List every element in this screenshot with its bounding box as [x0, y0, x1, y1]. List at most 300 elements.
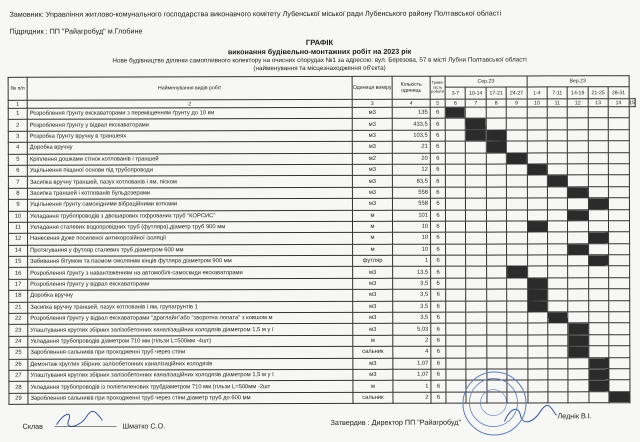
gantt-cell — [527, 209, 547, 220]
gantt-cell — [487, 323, 507, 334]
quantity: 558 — [392, 198, 430, 209]
contractor-label: Підрядник : — [9, 27, 47, 36]
gantt-bar — [527, 164, 547, 175]
gantt-cell — [527, 369, 547, 380]
gantt-cell — [588, 141, 608, 152]
quantity: 10 — [393, 233, 431, 244]
gantt-cell — [588, 221, 608, 232]
row-number: 16 — [9, 268, 28, 279]
gantt-cell — [507, 221, 527, 232]
row-number: 5 — [8, 154, 27, 165]
contractor-line — [9, 26, 142, 35]
gantt-cell — [486, 118, 506, 129]
column-number: 12 — [568, 99, 588, 107]
row-number: 12 — [9, 234, 28, 245]
unit: м3 — [352, 176, 392, 187]
gantt-cell — [548, 380, 568, 391]
gantt-bar — [588, 232, 608, 243]
gantt-cell — [466, 335, 486, 346]
week-header: 7-11 — [547, 87, 567, 99]
column-number: 7 — [466, 99, 486, 107]
week-header: 3-7 — [445, 87, 465, 99]
gantt-bar — [547, 175, 567, 186]
gantt-cell — [609, 221, 629, 232]
gantt-cell — [548, 346, 568, 357]
gantt-cell — [609, 209, 629, 220]
gantt-cell — [547, 164, 567, 175]
column-number: 9 — [506, 99, 526, 107]
duration: 6 — [431, 301, 446, 312]
gantt-bar — [507, 266, 527, 277]
gantt-cell — [608, 118, 628, 129]
col-header-qty: Кількість одиниць — [392, 76, 430, 99]
gantt-cell — [609, 243, 629, 254]
duration: 6 — [430, 153, 445, 164]
row-number: 15 — [9, 256, 28, 267]
row-number: 11 — [9, 222, 28, 233]
gantt-cell — [507, 164, 527, 175]
column-number: 8 — [486, 99, 506, 107]
duration: 6 — [431, 381, 446, 392]
gantt-bar — [466, 130, 486, 141]
quantity: 1 — [393, 255, 431, 266]
gantt-cell — [466, 255, 486, 266]
gantt-bar — [527, 221, 547, 232]
gantt-cell — [527, 175, 547, 186]
work-name: Ущільнення ґрунту самохідними вібраційними котками — [27, 199, 352, 211]
gantt-bar — [486, 130, 506, 141]
gantt-bar — [568, 243, 588, 254]
unit: м3 — [353, 312, 393, 323]
gantt-bar — [486, 141, 506, 152]
duration: 6 — [430, 130, 445, 141]
unit: м3 — [353, 369, 393, 380]
gantt-cell — [588, 175, 608, 186]
gantt-cell — [548, 266, 568, 277]
unit: м — [353, 221, 393, 232]
gantt-cell — [548, 244, 568, 255]
duration: 6 — [431, 358, 446, 369]
gantt-cell — [609, 175, 629, 186]
row-number: 17 — [9, 279, 28, 290]
approved-name: Леднік В.І. — [558, 411, 592, 420]
gantt-cell — [609, 198, 629, 209]
duration: 6 — [430, 198, 445, 209]
gantt-cell — [446, 335, 466, 346]
gantt-cell — [507, 312, 527, 323]
duration: 6 — [431, 392, 446, 403]
doc-title: ГРАФІК — [0, 37, 640, 48]
gantt-cell — [446, 232, 466, 243]
unit: м3 — [352, 187, 392, 198]
gantt-cell — [466, 289, 486, 300]
gantt-cell — [507, 301, 527, 312]
gantt-cell — [527, 380, 547, 391]
row-number: 10 — [8, 211, 27, 222]
gantt-bar — [589, 380, 609, 391]
gantt-cell — [588, 186, 608, 197]
compiled-name: Шматко С.О. — [123, 421, 166, 430]
row-number: 7 — [8, 177, 27, 188]
row-number: 18 — [9, 291, 28, 302]
row-number: 26 — [9, 359, 28, 370]
gantt-cell — [609, 289, 629, 300]
column-number: 11 — [547, 99, 567, 107]
gantt-cell — [609, 335, 629, 346]
quantity: 1 — [393, 381, 431, 392]
gantt-cell — [609, 357, 629, 368]
gantt-bar — [568, 187, 588, 198]
gantt-bar — [589, 357, 609, 368]
week-header: 21-25 — [588, 87, 608, 99]
work-name: Розробка ґрунту вручну в траншеях — [27, 130, 352, 142]
gantt-cell — [547, 198, 567, 209]
gantt-cell — [507, 346, 527, 357]
gantt-cell — [486, 289, 506, 300]
unit: сальник — [353, 347, 393, 358]
gantt-cell — [507, 335, 527, 346]
gantt-cell — [445, 210, 465, 221]
column-number: 13 — [588, 99, 608, 107]
work-name: Доробка вручну — [27, 142, 352, 154]
gantt-cell — [548, 289, 568, 300]
stamp-icon — [462, 371, 524, 433]
gantt-cell — [527, 141, 547, 152]
gantt-cell — [568, 232, 588, 243]
work-name: Укладання сталевих водопровідних труб (футляра),діаметр труб 900 мм — [28, 221, 353, 233]
gantt-cell — [547, 221, 567, 232]
gantt-cell — [466, 187, 486, 198]
gantt-cell — [486, 278, 506, 289]
quantity: 10 — [393, 221, 431, 232]
gantt-cell — [507, 187, 527, 198]
unit: м3 — [353, 278, 393, 289]
gantt-cell — [507, 323, 527, 334]
gantt-cell — [487, 358, 507, 369]
gantt-cell — [568, 164, 588, 175]
quantity: 1,07 — [393, 358, 431, 369]
gantt-cell — [486, 210, 506, 221]
gantt-bar — [548, 312, 568, 323]
gantt-cell — [548, 369, 568, 380]
gantt-cell — [609, 266, 629, 277]
gantt-cell — [548, 357, 568, 368]
week-header: 1-4 — [527, 87, 547, 99]
gantt-cell — [547, 187, 567, 198]
gantt-bar — [568, 335, 588, 346]
quantity: 21 — [392, 141, 430, 152]
gantt-cell — [609, 255, 629, 266]
schedule-table — [8, 75, 637, 405]
column-number: 3 — [352, 99, 392, 107]
duration: 6 — [431, 244, 446, 255]
gantt-cell — [466, 346, 486, 357]
col-header-no: № п/п — [8, 77, 27, 100]
gantt-bar — [445, 107, 465, 118]
unit: м — [353, 381, 393, 392]
gantt-cell — [507, 175, 527, 186]
quantity: 3,5 — [393, 278, 431, 289]
gantt-cell — [547, 232, 567, 243]
gantt-cell — [589, 346, 609, 357]
gantt-cell — [608, 141, 628, 152]
quantity: 433,5 — [392, 119, 430, 130]
unit: м3 — [352, 198, 392, 209]
row-number: 22 — [9, 313, 28, 324]
gantt-cell — [588, 312, 608, 323]
gantt-cell — [445, 141, 465, 152]
duration: 6 — [430, 164, 445, 175]
row-number: 8 — [8, 188, 27, 199]
duration: 6 — [430, 187, 445, 198]
gantt-cell — [487, 335, 507, 346]
gantt-cell — [466, 312, 486, 323]
gantt-cell — [568, 289, 588, 300]
gantt-cell — [527, 255, 547, 266]
gantt-cell — [446, 324, 466, 335]
gantt-cell — [588, 300, 608, 311]
duration: 6 — [431, 369, 446, 380]
week-header: 28-31 — [608, 87, 628, 99]
contractor-name: ПП "Райагробуд" м.Глобине — [50, 26, 143, 35]
gantt-cell — [466, 301, 486, 312]
gantt-cell — [446, 244, 466, 255]
work-name: Укладання трубопроводів з двошарових гофрованих труб "КОРСИС" — [27, 210, 352, 222]
gantt-cell — [568, 266, 588, 277]
unit: м — [353, 244, 393, 255]
row-number: 29 — [9, 393, 28, 404]
work-name: Розроблення ґрунту екскаваторами з переміщенням ґрунту до 10 км — [27, 107, 352, 119]
gantt-cell — [486, 198, 506, 209]
quantity: 13,5 — [393, 267, 431, 278]
gantt-cell — [466, 232, 486, 243]
work-name: Забивання бітумом та пасмом смоляним кінців футляра діаметром 900 мм — [28, 255, 353, 267]
gantt-cell — [548, 335, 568, 346]
gantt-cell — [527, 323, 547, 334]
gantt-cell — [527, 107, 547, 118]
compiled-label: Склав — [23, 422, 43, 431]
row-number: 24 — [9, 336, 28, 347]
gantt-cell — [445, 164, 465, 175]
gantt-cell — [548, 278, 568, 289]
unit: м3 — [353, 267, 393, 278]
gantt-cell — [507, 209, 527, 220]
gantt-cell — [446, 346, 466, 357]
work-name: Засипка вручну траншей, пазух котлованів і ям, групагрунтів 1 — [28, 301, 353, 313]
gantt-cell — [506, 107, 526, 118]
gantt-cell — [609, 346, 629, 357]
gantt-cell — [507, 289, 527, 300]
gantt-cell — [568, 380, 588, 391]
row-number: 4 — [8, 142, 27, 153]
gantt-cell — [487, 312, 507, 323]
column-number: 4 — [392, 99, 430, 107]
unit: м3 — [352, 130, 392, 141]
work-name: Улаштування круглих збірних залізобетонних каналізаційних колодязів діаметром 1,5 м у ї — [28, 369, 353, 381]
column-number: 1 — [8, 100, 27, 108]
work-name: Розроблення ґрунту у відвал екскаваторами — [27, 119, 352, 131]
work-name: Укладання трубопроводів із поліетиленових трубдіаметром 710 мм (гільзи L=500мм -2шт — [28, 381, 353, 393]
quantity: 83,5 — [392, 176, 430, 187]
row-number: 21 — [9, 302, 28, 313]
work-name: Засипка траншей і котлованів бульдозерами — [27, 187, 352, 199]
gantt-cell — [486, 244, 506, 255]
gantt-cell — [527, 244, 547, 255]
gantt-cell — [568, 198, 588, 209]
column-number: 5 — [430, 99, 445, 107]
quantity: 135 — [392, 107, 430, 118]
quantity: 101 — [392, 210, 430, 221]
week-header: 10-14 — [466, 87, 486, 99]
gantt-cell — [506, 141, 526, 152]
gantt-cell — [446, 221, 466, 232]
gantt-cell — [527, 357, 547, 368]
gantt-cell — [589, 323, 609, 334]
gantt-cell — [609, 300, 629, 311]
object-note: (найменування та місцезнаходження об'єкта) — [0, 64, 640, 73]
duration: 6 — [431, 289, 446, 300]
gantt-bar — [589, 369, 609, 380]
quantity: 3,5 — [393, 289, 431, 300]
unit: м3 — [353, 301, 393, 312]
gantt-cell — [527, 335, 547, 346]
unit: сальник — [353, 392, 393, 403]
gantt-cell — [568, 130, 588, 141]
gantt-cell — [466, 210, 486, 221]
gantt-cell — [486, 187, 506, 198]
gantt-cell — [588, 278, 608, 289]
row-number: 28 — [9, 382, 28, 393]
gantt-cell — [466, 278, 486, 289]
work-name: Заробленння сальників при проходженні труб через стіни,діаметр труб до 600 мм — [28, 392, 353, 404]
gantt-bar — [568, 209, 588, 220]
gantt-cell — [487, 346, 507, 357]
gantt-cell — [588, 107, 608, 118]
gantt-cell — [507, 278, 527, 289]
gantt-cell — [547, 209, 567, 220]
approved-label: Затвердив : Директор ПП "Райагробуд" — [331, 418, 462, 427]
gantt-cell — [588, 164, 608, 175]
gantt-cell — [466, 175, 486, 186]
duration: 6 — [430, 210, 445, 221]
week-header: 17-21 — [486, 87, 506, 99]
gantt-cell — [589, 335, 609, 346]
duration: 6 — [431, 278, 446, 289]
row-number: 3 — [8, 131, 27, 142]
week-header: 24-27 — [506, 87, 526, 99]
gantt-cell — [527, 346, 547, 357]
gantt-cell — [527, 266, 547, 277]
gantt-cell — [446, 289, 466, 300]
gantt-cell — [568, 221, 588, 232]
unit: м3 — [353, 290, 393, 301]
quantity: 2 — [393, 392, 431, 403]
work-name: Ущільнення піщаної основи під трубопроводи — [27, 164, 352, 176]
gantt-cell — [466, 141, 486, 152]
gantt-cell — [507, 232, 527, 243]
unit: м3 — [353, 324, 393, 335]
gantt-cell — [466, 221, 486, 232]
gantt-cell — [466, 267, 486, 278]
duration: 6 — [431, 232, 446, 243]
gantt-cell — [486, 153, 506, 164]
gantt-bar — [588, 255, 608, 266]
gantt-cell — [507, 358, 527, 369]
month-header-aug: Сер.23 — [445, 76, 527, 87]
gantt-cell — [466, 358, 486, 369]
gantt-cell — [568, 312, 588, 323]
gantt-cell — [608, 129, 628, 140]
work-name: Засипка вручну траншей, пазух котлованів і ям, піском — [27, 176, 352, 188]
gantt-bar — [527, 289, 547, 300]
gantt-cell — [568, 107, 588, 118]
row-number: 14 — [9, 245, 28, 256]
unit: м3 — [352, 119, 392, 130]
quantity: 3,5 — [393, 301, 431, 312]
gantt-cell — [588, 118, 608, 129]
duration: 6 — [430, 119, 445, 130]
week-header: 14-19 — [567, 87, 587, 99]
gantt-cell — [445, 119, 465, 130]
gantt-cell — [527, 232, 547, 243]
gantt-cell — [547, 130, 567, 141]
gantt-cell — [466, 198, 486, 209]
unit: м — [352, 210, 392, 221]
row-number: 27 — [9, 370, 28, 381]
gantt-bar — [527, 278, 547, 289]
duration: 6 — [431, 312, 446, 323]
gantt-cell — [445, 187, 465, 198]
gantt-cell — [548, 323, 568, 334]
gantt-cell — [486, 221, 506, 232]
row-number: 6 — [8, 165, 27, 176]
gantt-cell — [568, 300, 588, 311]
gantt-cell — [609, 232, 629, 243]
quantity: 10 — [393, 244, 431, 255]
gantt-cell — [486, 175, 506, 186]
gantt-cell — [608, 107, 628, 118]
gantt-cell — [609, 323, 629, 334]
unit: м — [353, 335, 393, 346]
gantt-cell — [445, 175, 465, 186]
work-name: Доробка вручну — [28, 290, 353, 302]
gantt-bar — [588, 198, 608, 209]
quantity: 12 — [392, 164, 430, 175]
column-number: 15 — [629, 99, 636, 107]
quantity: 2 — [393, 335, 431, 346]
work-name: Кріплення дошками стінок котлованів і траншей — [27, 153, 352, 165]
gantt-bar — [568, 346, 588, 357]
row-number: 2 — [8, 120, 27, 131]
unit: м3 — [353, 358, 393, 369]
gantt-cell — [568, 278, 588, 289]
quantity: 20 — [392, 153, 430, 164]
row-number: 23 — [9, 325, 28, 336]
gantt-cell — [466, 107, 486, 118]
duration: 6 — [431, 267, 446, 278]
gantt-bar — [527, 301, 547, 312]
gantt-cell — [486, 107, 506, 118]
column-number: 10 — [527, 99, 547, 107]
gantt-cell — [486, 255, 506, 266]
gantt-cell — [506, 130, 526, 141]
gantt-cell — [609, 278, 629, 289]
gantt-cell — [486, 266, 506, 277]
gantt-cell — [547, 141, 567, 152]
unit: м2 — [352, 153, 392, 164]
gantt-cell — [466, 153, 486, 164]
gantt-cell — [527, 118, 547, 129]
